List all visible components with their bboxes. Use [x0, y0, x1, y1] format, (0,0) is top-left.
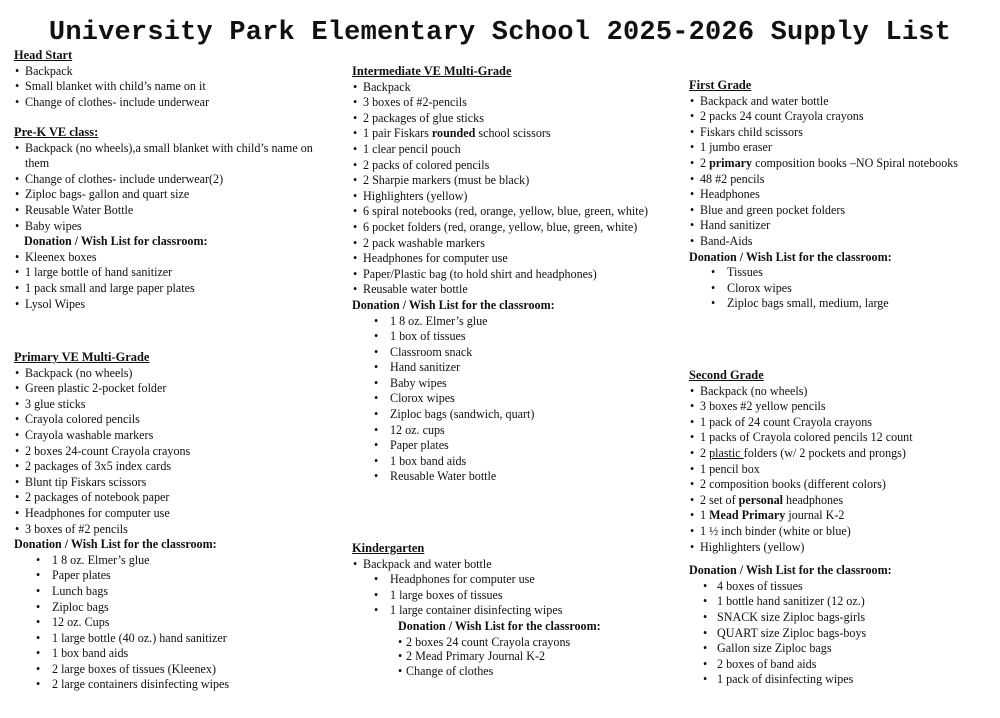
item-text: 1 pair Fiskars	[363, 126, 432, 141]
second-grade-heading: Second Grade	[689, 368, 764, 382]
page-title: University Park Elementary School 2025-2026 Supply List	[48, 18, 952, 48]
list-item: • 1 large container disinfecting wipes	[352, 603, 664, 619]
list-item: • 1 ½ inch binder (white or blue)	[689, 524, 989, 540]
second-grade-wish-heading: Donation / Wish List for the classroom:	[689, 563, 892, 578]
primary-section	[14, 350, 334, 693]
list-item: • 2 packages of 3x5 index cards	[14, 459, 334, 475]
list-item: • Baby wipes	[14, 219, 334, 235]
list-item: • QUART size Ziploc bags-boys	[689, 626, 989, 642]
emphasis-text: Mead Primary	[709, 508, 786, 523]
emphasis-text: plastic	[709, 445, 744, 460]
list-item: • Small blanket with child’s name on it	[14, 79, 334, 95]
list-item: • Blunt tip Fiskars scissors	[14, 475, 334, 491]
first-grade-heading: First Grade	[689, 78, 752, 92]
list-item: • 1 pack small and large paper plates	[14, 281, 334, 297]
list-item: • 2 packs of colored pencils	[352, 158, 664, 174]
list-item: • 2 boxes of band aids	[689, 657, 989, 673]
list-item: • 1 box of tissues	[352, 329, 664, 345]
list-item: • 2 packages of notebook paper	[14, 490, 334, 506]
list-item: • Fiskars child scissors	[689, 125, 989, 141]
item-text: 2	[700, 155, 710, 170]
list-item	[352, 126, 664, 142]
item-text: folders (w/ 2 pockets and prongs)	[743, 445, 906, 460]
list-item: • Clorox wipes	[689, 281, 989, 297]
list-item: • 1 large bottle of hand sanitizer	[14, 265, 334, 281]
list-item: • Reusable Water bottle	[352, 469, 664, 485]
list-item: • Kleenex boxes	[14, 250, 334, 266]
list-item: • Blue and green pocket folders	[689, 203, 989, 219]
list-item: • 3 boxes of #2 pencils	[14, 522, 334, 538]
list-item: • Backpack	[352, 80, 664, 96]
list-item: • Gallon size Ziploc bags	[689, 641, 989, 657]
list-item: • Paper/Plastic bag (to hold shirt and headphones)	[352, 267, 664, 283]
list-item: • Hand sanitizer	[352, 360, 664, 376]
list-item: • 2 packages of glue sticks	[352, 111, 664, 127]
list-item: • 2 large containers disinfecting wipes	[14, 677, 334, 693]
kindergarten-wish-heading: Donation / Wish List for the classroom:	[398, 618, 601, 633]
list-item: • 3 boxes of #2-pencils	[352, 95, 664, 111]
list-item: • Change of clothes	[352, 664, 664, 679]
list-item: • Change of clothes- include underwear	[14, 95, 334, 111]
list-item	[689, 493, 989, 509]
list-item: • Hand sanitizer	[689, 218, 989, 234]
prek-section	[14, 125, 334, 312]
list-item: • Headphones for computer use	[352, 251, 664, 267]
list-item: • 1 bottle hand sanitizer (12 oz.)	[689, 594, 989, 610]
list-item: • 1 large boxes of tissues	[352, 588, 664, 604]
list-item: • 2 Sharpie markers (must be black)	[352, 173, 664, 189]
intermediate-wish-heading: Donation / Wish List for the classroom:	[352, 297, 555, 312]
list-item	[689, 446, 989, 462]
intermediate-heading: Intermediate VE Multi-Grade	[352, 64, 512, 78]
first-grade-section	[689, 78, 989, 312]
list-item: • 1 box band aids	[14, 646, 334, 662]
list-item: • Backpack and water bottle	[352, 557, 664, 573]
list-item: • Ziploc bags (sandwich, quart)	[352, 407, 664, 423]
emphasis-text: rounded	[431, 126, 476, 141]
kindergarten-section	[352, 541, 664, 679]
list-item: • 1 pack of 24 count Crayola crayons	[689, 415, 989, 431]
list-item: • Clorox wipes	[352, 391, 664, 407]
list-item: • Headphones for computer use	[352, 572, 664, 588]
list-item: • 2 boxes 24 count Crayola crayons	[352, 635, 664, 650]
list-item: • 2 pack washable markers	[352, 236, 664, 252]
list-item: • 48 #2 pencils	[689, 172, 989, 188]
list-item	[689, 156, 989, 172]
list-item: • Reusable water bottle	[352, 282, 664, 298]
list-item: • Crayola washable markers	[14, 428, 334, 444]
primary-heading: Primary VE Multi-Grade	[14, 350, 150, 364]
list-item: • 1 clear pencil pouch	[352, 142, 664, 158]
list-item: • 3 glue sticks	[14, 397, 334, 413]
list-item: • Headphones for computer use	[14, 506, 334, 522]
list-item: • 12 oz. Cups	[14, 615, 334, 631]
list-item: • 2 large boxes of tissues (Kleenex)	[14, 662, 334, 678]
list-item: • Band-Aids	[689, 234, 989, 250]
list-item: • Highlighters (yellow)	[352, 189, 664, 205]
first-grade-wish-heading: Donation / Wish List for the classroom:	[689, 249, 892, 264]
list-item: • 2 composition books (different colors)	[689, 477, 989, 493]
list-item: • 1 large bottle (40 oz.) hand sanitizer	[14, 631, 334, 647]
list-item: • Backpack (no wheels),a small blanket with child’s name on them	[14, 141, 334, 172]
kindergarten-heading: Kindergarten	[352, 541, 425, 555]
list-item: • Backpack and water bottle	[689, 94, 989, 110]
list-item: • Crayola colored pencils	[14, 412, 334, 428]
item-text: 2 set of	[700, 492, 739, 507]
list-item: • 2 packs 24 count Crayola crayons	[689, 109, 989, 125]
head-start-heading: Head Start	[14, 48, 73, 62]
second-grade-section	[689, 368, 989, 688]
list-item: • Baby wipes	[352, 376, 664, 392]
list-item: • 1 box band aids	[352, 454, 664, 470]
list-item: • Change of clothes- include underwear(2)	[14, 172, 334, 188]
item-text: composition books –NO Spiral notebooks	[752, 155, 959, 170]
list-item: • 2 Mead Primary Journal K-2	[352, 649, 664, 664]
list-item: • 1 pencil box	[689, 462, 989, 478]
list-item: • 1 jumbo eraser	[689, 140, 989, 156]
item-text: 1	[700, 508, 710, 523]
list-item: • Backpack	[14, 64, 334, 80]
list-item: • Tissues	[689, 265, 989, 281]
prek-heading: Pre-K VE class:	[14, 125, 99, 139]
list-item: • 4 boxes of tissues	[689, 579, 989, 595]
list-item: • Highlighters (yellow)	[689, 540, 989, 556]
list-item: • 2 boxes 24-count Crayola crayons	[14, 444, 334, 460]
list-item: • Backpack (no wheels)	[689, 384, 989, 400]
list-item	[689, 508, 989, 524]
list-item: • 3 boxes #2 yellow pencils	[689, 399, 989, 415]
list-item: • Backpack (no wheels)	[14, 366, 334, 382]
list-item: • Ziploc bags small, medium, large	[689, 296, 989, 312]
list-item: • Ziploc bags- gallon and quart size	[14, 187, 334, 203]
list-item: • Paper plates	[352, 438, 664, 454]
list-item: • Paper plates	[14, 568, 334, 584]
primary-wish-heading: Donation / Wish List for the classroom:	[14, 537, 217, 552]
list-item: • Ziploc bags	[14, 600, 334, 616]
list-item: • Headphones	[689, 187, 989, 203]
list-item: • Green plastic 2-pocket folder	[14, 381, 334, 397]
list-item: • 1 8 oz. Elmer’s glue	[352, 314, 664, 330]
list-item: • 1 8 oz. Elmer’s glue	[14, 553, 334, 569]
emphasis-text: personal	[738, 492, 783, 507]
list-item: • Lunch bags	[14, 584, 334, 600]
item-text: journal K-2	[785, 508, 845, 523]
item-text: 2	[700, 445, 710, 460]
item-text: headphones	[783, 492, 844, 507]
list-item: • SNACK size Ziploc bags-girls	[689, 610, 989, 626]
list-item: • 1 pack of disinfecting wipes	[689, 672, 989, 688]
list-item: • 1 packs of Crayola colored pencils 12 count	[689, 430, 989, 446]
prek-wish-heading: Donation / Wish List for classroom:	[24, 234, 208, 249]
list-item: • 12 oz. cups	[352, 423, 664, 439]
list-item: • 6 pocket folders (red, orange, yellow, blue, green, white)	[352, 220, 664, 236]
intermediate-section	[352, 64, 664, 485]
head-start-section	[14, 48, 334, 110]
list-item: • Reusable Water Bottle	[14, 203, 334, 219]
list-item: • Classroom snack	[352, 345, 664, 361]
list-item: • 6 spiral notebooks (red, orange, yellow, blue, green, white)	[352, 204, 664, 220]
item-text: school scissors	[475, 126, 551, 141]
emphasis-text: primary	[709, 155, 753, 170]
list-item: • Lysol Wipes	[14, 297, 334, 313]
